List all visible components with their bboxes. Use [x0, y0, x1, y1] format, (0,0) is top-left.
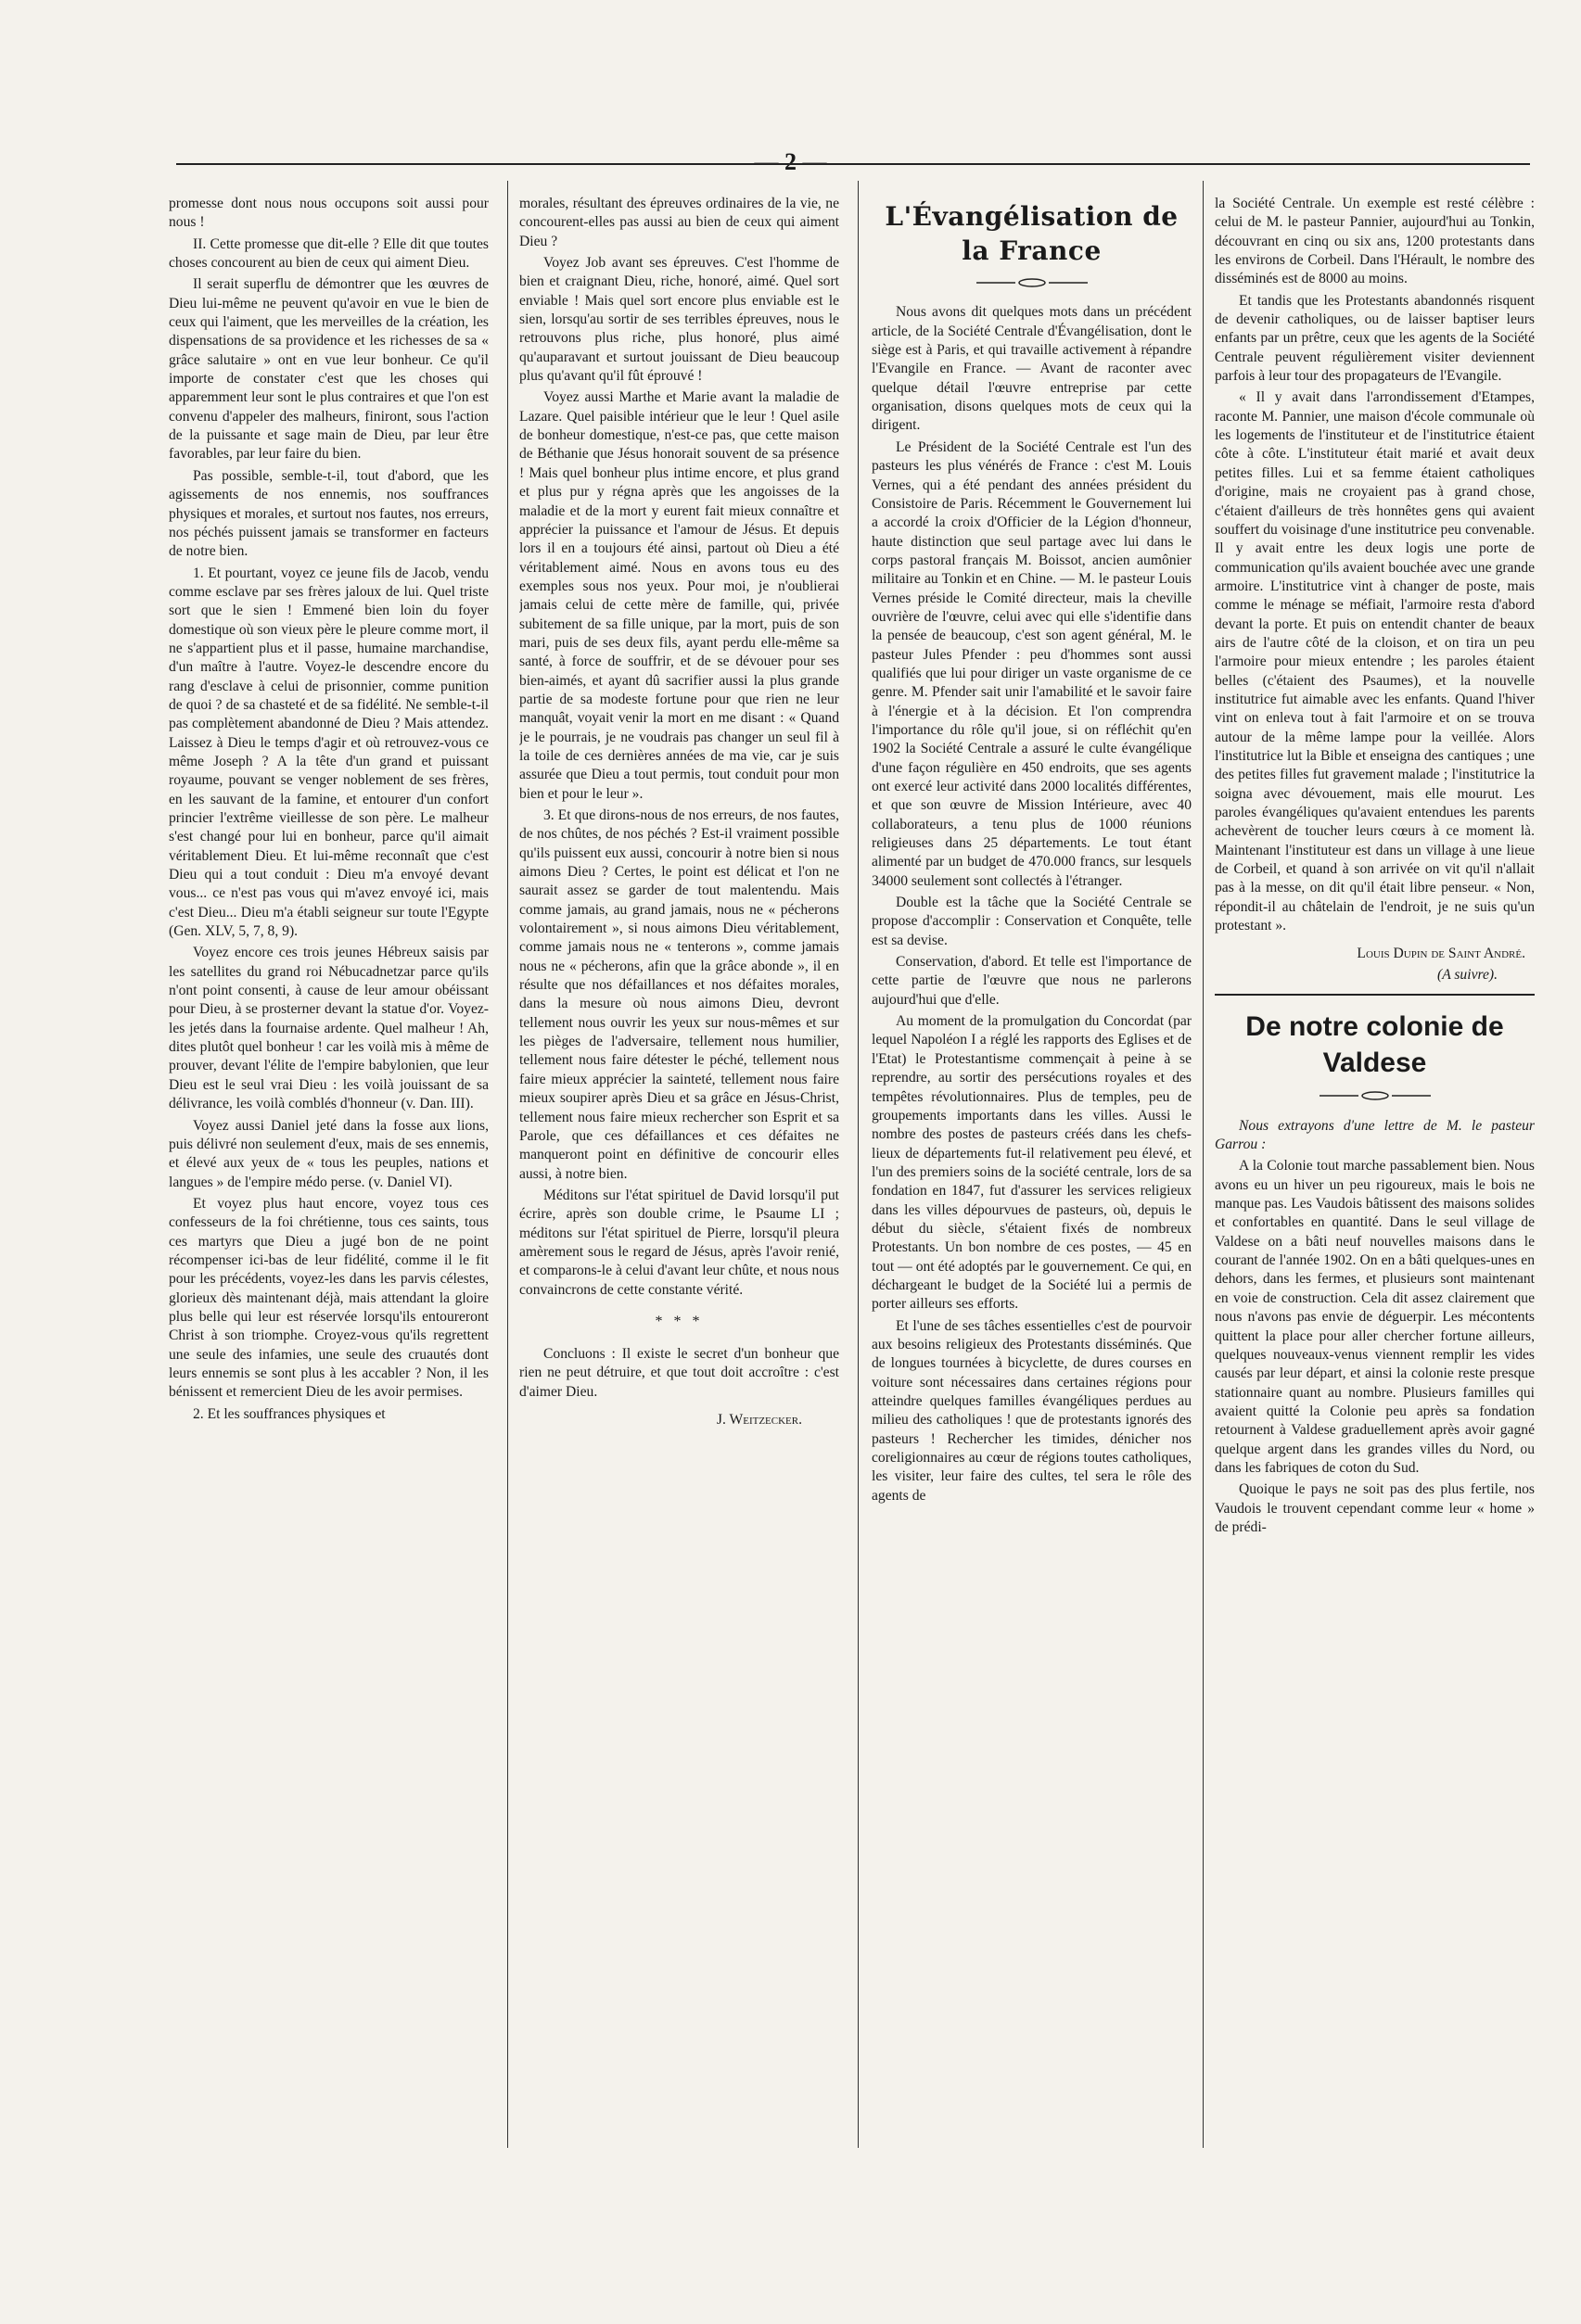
paragraph: Pas possible, semble-t-il, tout d'abord, que les agissements de nos ennemis, nos souffrances physiques et morales, et surtout nos fautes, nos erreurs, nos péchés puissent jamais se transformer en facteurs de notre bien. — [169, 467, 489, 560]
paragraph: Voyez aussi Marthe et Marie avant la maladie de Lazare. Quel paisible intérieur que le leur ! Quel asile de bonheur domestique, n'est-ce pas, que cette maison de Béthanie que Jésus honorait souvent de sa présence ! Mais quel bonheur plus intime encore, et plus grand et plus pur y régna après que les angoisses de la maladie et de la mort y eurent fait mieux connaître et apprécier la puissance et l'amour de Jésus. Et depuis lors il en a toujours été ainsi, partout où Dieu a été véritablement aimé. Nous en avons tous eu des exemples sous nos yeux. Pour moi, je n'oublierai jamais celui de cette mère de famille, qui, privée subitement de sa fille unique, par la mort, puis de son mari, puis de ses deux fils, ayant perdu elle-même sa santé, à force de souffrir, et de se dévouer pour ses bien-aimés, et ayant dû sacrifier aussi la plus grande partie de sa modeste fortune pour que rien ne leur manquât, voyait venir la mort en me disant : « Quand je le pourrais, je ne voudrais pas changer un seul fil à la toile de ces dernières années de ma vie, car je suis assurée que Dieu a tout permis, tout conduit pour mon bien et pour le leur ». — [519, 389, 839, 802]
paragraph: Voyez encore ces trois jeunes Hébreux saisis par les satellites du grand roi Nébucadnetzar parce qu'ils n'ont point consenti, à cause de leur amour obéissant pour Dieu, à se prosterner devant la statue d'or. Voyez-les jetés dans la fournaise ardente. Quel malheur ! Ah, dites plutôt quel bonheur ! car les voilà mis à même de prouver, devant l'élite de l'empire babylonien, que leur Dieu est le seul vrai Dieu : les voilà jouissant de sa délivrance, les voilà comblés d'honneur (v. Dan. III). — [169, 945, 489, 1112]
paragraph: Et tandis que les Protestants abandonnés risquent de devenir catholiques, ou de laisser baptiser leurs enfants par un prêtre, ceux que les agents de la Société Centrale peuvent régulièrement visiter deviennent parfois à leur tour des propagateurs de l'Evangile. — [1215, 292, 1535, 385]
paragraph: Méditons sur l'état spirituel de David lorsqu'il put écrire, après son double crime, le Psaume LI ; méditons sur l'état spirituel de Pierre, lorsqu'il pleura amèrement sous le regard de Jésus, après l'avoir renié, et comparons-le à celui d'avant leur chûte, et nous nous convaincrons de cette constante vérité. — [519, 1187, 839, 1298]
signature: J. Weitzecker. — [716, 1411, 802, 1428]
ornament-divider — [1215, 1088, 1535, 1107]
column-2 — [519, 195, 839, 2148]
column-3 — [872, 195, 1192, 2148]
paragraph: « Il y avait dans l'arrondissement d'Etampes, raconte M. Pannier, une maison d'école communale où les logements de l'instituteur et de l'institutrice étaient côte à côte. L'instituteur était marié et avait deux petites filles. Lui et sa femme étaient catholiques d'origine, mais ne croyaient pas à grand chose, c'étaient d'ailleurs de très honnêtes gens qui avaient souffert du voisinage d'une institutrice peu convenable. Il y avait entre les deux logis une porte de communication qu'ils avaient bouchée avec une grande armoire. L'institutrice vint à changer de poste, mais comme le ménage se méfiait, l'armoire resta d'abord devant la porte. Et puis on entendit chanter de beaux airs de l'autre côté de la cloison, et on tira un peu l'armoire pour mieux entendre ; les paroles étaient belles (c'étaient des Psaumes), et la nouvelle institutrice fut aimable avec les enfants. Quand l'hiver vint on enleva tout à fait l'armoire et on se trouva autour de la même lampe pour la veillée. Alors l'institutrice lut la Bible et enseigna des cantiques ; une des petites filles fut gravement malade ; l'institutrice la soigna avec dévouement, mais elle mourut. Les paroles évangéliques qu'avaient entendues les parents achevèrent de toucher leurs cœurs à ce moment là. Maintenant l'instituteur est dans un village à une lieue de Corbeil, et quand à son arrivée on vit qu'il n'allait pas à la messe, on dit qu'il était libre penseur. « Non, répondit-il au châtelain de l'endroit, je ne suis qu'un protestant ». — [1215, 389, 1535, 934]
column-4 — [1215, 195, 1535, 2148]
paragraph: 2. Et les souffrances physiques et — [193, 1405, 386, 1422]
paragraph: II. Cette promesse que dit-elle ? Elle dit que toutes choses concourent au bien de ceux qui aiment Dieu. — [169, 235, 489, 272]
paragraph: Le Président de la Société Centrale est l'un des pasteurs les plus vénérés de France : c'est M. Louis Vernes, qui a été pendant des années président du Consistoire de Paris. Récemment le Gouvernement lui a accordé la croix d'Officier de la Légion d'honneur, haute distinction que seul partage avec lui dans le corps pastoral français M. Boissot, ancien aumônier militaire au Tonkin et en Chine. — M. le pasteur Louis Vernes préside le Comité directeur, mais la cheville ouvrière de l'œuvre, celui avec qui elle s'identifie dans la pensée de beaucoup, c'est son agent général, M. le pasteur Jules Pfender : peu d'hommes sont aussi qualifiés que lui pour diriger un vaste organisme de ce genre. M. Pfender sait unir l'amabilité et le savoir faire à l'énergie et à la décision. Et l'on comprendra l'importance du rôle qu'il joue, si on réfléchit qu'en 1902 la Société Centrale a assuré le culte évangélique d'une façon régulière en 450 endroits, que ses agents ont exercé leur activité dans 2000 localités différentes, et que son œuvre de Mission Intérieure, avec 40 collaborateurs, a tenu plus de 1000 réunions religieuses dans 25 départements. Le tout étant alimenté par un budget de 470.000 francs, sur lesquels 34000 seulement sont collectés à l'étranger. — [872, 438, 1192, 889]
paragraph: Il serait superflu de démontrer que les œuvres de Dieu lui-même ne peuvent qu'avoir en vue le bien de ceux qui l'aiment, que les merveilles de la création, les dispensations de sa providence et les richesses de sa « grâce salutaire » ont en vue leur bonheur. Ce qu'il importe de constater c'est que les choses qui apparemment leur sont le plus contraires et que l'on est convenu d'appeler des malheurs, finiront, sous l'action de la puissante et sage main de Dieu, par leur être favorables, par leur faire du bien. — [169, 276, 489, 463]
paragraph: Voyez Job avant ses épreuves. C'est l'homme de bien et craignant Dieu, riche, honoré, aimé. Quel sort enviable ! Mais quel sort encore plus enviable est le sien, lorsqu'au sortir de ses terribles épreuves, nous le retrouvons plus riche, plus honoré, plus aimé qu'auparavant et surtout jouissant de Dieu beaucoup plus qu'avant qu'il fût éprouvé ! — [519, 255, 839, 385]
column-rule — [1203, 181, 1204, 2148]
paragraph: la Société Centrale. Un exemple est resté célèbre : celui de M. le pasteur Pannier, aujourd'hui au Tonkin, découvrant en cinq ou six ans, 1200 protestants dans les environs de Corbeil. Dans l'Hérault, le nombre des disséminés est de 8000 au moins. — [1215, 196, 1535, 287]
conclusion-paragraph: Concluons : Il existe le secret d'un bonheur que rien ne peut détruire, et que tout doit accroître : c'est d'aimer Dieu. — [519, 1345, 839, 1400]
paragraph: Et l'une de ses tâches essentielles c'est de pourvoir aux besoins religieux des Protestants disséminés. Que de longues tournées à bicyclette, de dures courses en voiture sont nécessaires dans certaines régions pour atteindre quelques familles évangéliques perdues au milieu des catholiques ! que de protestants ignorés des pasteurs ! Rechercher les timides, dénicher nos coreligionnaires au cœur de régions toutes catholiques, les visiter, leur faire des cultes, tel sera le rôle des agents de — [872, 1317, 1192, 1504]
ornament-divider — [872, 275, 1192, 294]
paragraph: Double est la tâche que la Société Centrale se propose d'accomplir : Conservation et Conquête, telle est sa devise. — [872, 895, 1192, 948]
page-folio: — 2 — — [0, 148, 1581, 176]
paragraph: Conservation, d'abord. Et telle est l'importance de cette partie de l'œuvre que nous ne parlerons aujourd'hui que d'elle. — [872, 954, 1192, 1008]
section-separator-stars: * * * — [655, 1313, 704, 1329]
paragraph: morales, résultant des épreuves ordinaires de la vie, ne concourent-elles pas aussi au bien de ceux qui aiment Dieu ? — [519, 196, 839, 249]
paragraph: Au moment de la promulgation du Concordat (par lequel Napoléon I a réglé les rapports des Eglises et de l'Etat) le Protestantisme commençait à peine à se reprendre, au sortir des persécutions royales et des tempêtes révolutionnaires. Plus de temples, peu de groupements importants dans les villes. Aussi le nombre des postes de pasteurs créés dans les chefs-lieux de départements fut-il relativement peu élevé, et l'un des premiers soins de la société centrale, lors de sa fondation en 1847, fut d'assurer les services religieux dans les villes dépourvues de pasteurs, où, depuis le début du siècle, s'étaient fixés de nombreux Protestants. Un bon nombre de ces postes, — 45 en tout — ont été adoptés par le gouvernement. Ce qui, en déchargeant le budget de la Société lui a permis de porter ailleurs ses efforts. — [872, 1013, 1192, 1313]
article-title: L'Évangélisation de la France — [885, 201, 1179, 266]
paragraph: Quoique le pays ne soit pas des plus fertile, nos Vaudois le trouvent cependant comme leur « home » de prédi- — [1215, 1481, 1535, 1535]
column-1 — [169, 195, 489, 2148]
paragraph: Et voyez plus haut encore, voyez tous ces confesseurs de la foi chrétienne, tous ces saints, tous ces martyrs que Dieu a jugé bon de ne point récompenser ici-bas de leur fidélité, comme il le fit pour les précédents, voyez-les dans les parvis célestes, glorieux dès maintenant déjà, mais attendant la gloire plus belle qui leur est réservée lorsqu'ils entoureront Christ à son triomphe. Croyez-vous qu'ils regrettent une seule des infamies, une seule des cruautés dont leurs ennemis se sont plus à les accabler ? Non, il les bénissent et remercient Dieu de les avoir permises. — [169, 1195, 489, 1401]
intro-paragraph: Nous extrayons d'une lettre de M. le pasteur Garrou : — [1215, 1117, 1535, 1153]
column-rule — [507, 181, 508, 2148]
column-rule — [858, 181, 859, 2148]
paragraph: Voyez aussi Daniel jeté dans la fosse aux lions, puis délivré non seulement d'eux, mais de ses ennemis, et élevé aux yeux de « tous les peuples, nations et langues » de l'empire médo perse. (v. Daniel VI). — [169, 1117, 489, 1190]
signature: Louis Dupin de Saint André. — [1357, 946, 1525, 962]
paragraph: 3. Et que dirons-nous de nos erreurs, de nos fautes, de nos chûtes, de nos péchés ? Est-il vraiment possible qu'ils puissent eux aussi, concourir à notre bien si nous aimons Dieu ? Certes, le point est délicat et l'on ne saurait assez se garder de tout malentendu. Mais comme jamais, au grand jamais, nous ne « pécherons volontairement », si nous aimons Dieu véritablement, comme jamais nous ne « tenterons », comme jamais nous ne « pécherons, afin que la grâce abonde », il en résulte que nos défaillances et nos défaites morales, dans la mesure où nous aimons Dieu, devront tellement nous ouvrir les yeux sur nous-mêmes et sur les pièges de l'adversaire, tellement nous humilier, tellement nous faire détester le péché, tellement nous faire mieux apprécier la sainteté, tellement nous faire mieux soupirer après Dieu et sa grâce en Jésus-Christ, tellement nous faire mieux rechercher son Esprit et sa Parole, que ces défaillances et ces défaites ne manqueront point en définitive de concourir elles aussi, à notre bien. — [519, 807, 839, 1182]
paragraph: Nous avons dit quelques mots dans un précédent article, de la Société Centrale d'Évangélisation, dont le siège est à Paris, et qui travaille activement à répandre l'Evangile en France. — Avant de raconter avec quelque détail l'œuvre entreprise par cette organisation, disons quelques mots de ceux qui la dirigent. — [872, 304, 1192, 434]
header-rule — [176, 163, 1530, 165]
paragraph: 1. Et pourtant, voyez ce jeune fils de Jacob, vendu comme esclave par ses frères jaloux de lui. Quel triste sort que le sien ! Emmené bien loin du foyer domestique où son vieux père le pleure comme mort, il ne s'appartient plus et il passe, humaine marchandise, d'un maître à l'autre. Voyez-le descendre encore du rang d'esclave à celui de prisonnier, comme punition de quoi ? de sa chasteté et de sa fidélité. Ne semble-t-il pas complètement abandonné de Dieu ? Mais attendez. Laissez à Dieu le temps d'agir et où retrouvez-vous ce même Joseph ? A la tête d'un grand et puissant royaume, pouvant se venger noblement de ses frères, en les sauvant de la famine, et entourer d'un confort princier l'extrême vieillesse de son père. Le malheur s'est changé pour lui en bonheur, parce qu'il aimait véritablement Dieu. Et lui-même reconnaît que c'est Dieu qui a tout conduit : Dieu m'a envoyé devant vous... ce n'est pas vous qui m'avez envoyé ici, mais c'est Dieu... Dieu m'a établi seigneur sur toute l'Egypte (Gen. XLV, 5, 7, 8, 9). — [169, 565, 489, 940]
paragraph: A la Colonie tout marche passablement bien. Nous avons eu un hiver un peu rigoureux, mais le bois ne manque pas. Les Vaudois bâtissent des maisons solides et confortables en quantité. Dans le seul village de Valdese on a bâti neuf nouvelles maisons dans le courant de l'année 1902. On en a bâti quelques-unes en dehors, dans les fermes, et plusieurs sont maintenant en voie de construction. Cela dit assez clairement que nous n'avons pas envie de déguerpir. Les mécontents quittent la place pour aller chercher fortune ailleurs, quelques nouveaux-venus viennent remplir les vides causés par leur départ, et ainsi la colonie reste presque stationnaire quant au nombre. Plusieurs familles qui avaient quitté la Colonie peu après sa fondation retournent à Valdese graduellement après avoir gagné quelque argent dans les grandes villes du Nord, ou dans les fabriques de coton du Sud. — [1215, 1158, 1535, 1476]
to-be-continued-note: (A suivre). — [1437, 966, 1498, 983]
section-rule — [1215, 994, 1535, 996]
paragraph: promesse dont nous nous occupons soit aussi pour nous ! — [169, 196, 489, 231]
article-title-valdese: De notre colonie de Valdese — [1245, 1011, 1504, 1079]
